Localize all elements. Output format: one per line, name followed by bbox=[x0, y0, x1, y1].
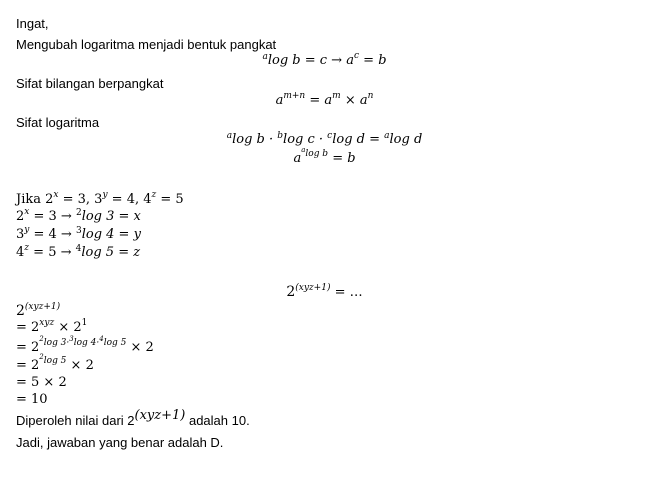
step-3: = $2^{^2log 3\cdot^3log 4\cdot^4log 5} \times 2$ bbox=[16, 335, 154, 355]
section-label-power-property: Sifat bilangan berpangkat bbox=[16, 76, 164, 91]
question-expression: $2^{(xyz+1)}$ = … bbox=[286, 283, 363, 300]
step-4: = $2^{^2log 5} \times 2$ bbox=[16, 353, 94, 373]
answer-text: Jadi, jawaban yang benar adalah D. bbox=[16, 435, 224, 450]
step-1: $2^{(xyz+1)}$ bbox=[16, 302, 61, 319]
given-line-4: $4^z = 5 \to ^4\log$ 5 = z bbox=[16, 243, 141, 260]
conclusion-text: Diperoleh nilai dari $2^{(xyz+1)}$ adalah 10. bbox=[16, 408, 250, 428]
section-label-log-property: Sifat logaritma bbox=[16, 115, 100, 130]
step-2: = $2^{xyz} \times 2^1$ bbox=[16, 318, 88, 335]
step-5: = 5 × 2 bbox=[16, 375, 67, 390]
formula-log-chain: $^a$log b · $^b$log c · $^c$log d = $^a$log d bbox=[226, 131, 423, 147]
formula-power-property: $a^{m+n} = a^m \times a^n$ bbox=[275, 91, 374, 108]
given-line-3: $3^y = 4 \to ^3\log$ 4 = y bbox=[16, 225, 141, 242]
formula-power-of-log: $a^{^alog b} = b$ bbox=[293, 146, 356, 166]
given-line-2: $2^x = 3 \to ^2\log$ 3 = x bbox=[16, 207, 141, 224]
given-line-1: Jika $2^x = 3$, $3^y = 4$, $4^z = 5$ bbox=[16, 190, 184, 207]
intro-text: Ingat, bbox=[16, 16, 49, 31]
formula-log-to-power: $^a$log $b = c \to a^c = b$ bbox=[262, 51, 387, 68]
step-6: = 10 bbox=[16, 392, 48, 407]
section-label-log-to-power: Mengubah logaritma menjadi bentuk pangkat bbox=[16, 37, 277, 52]
